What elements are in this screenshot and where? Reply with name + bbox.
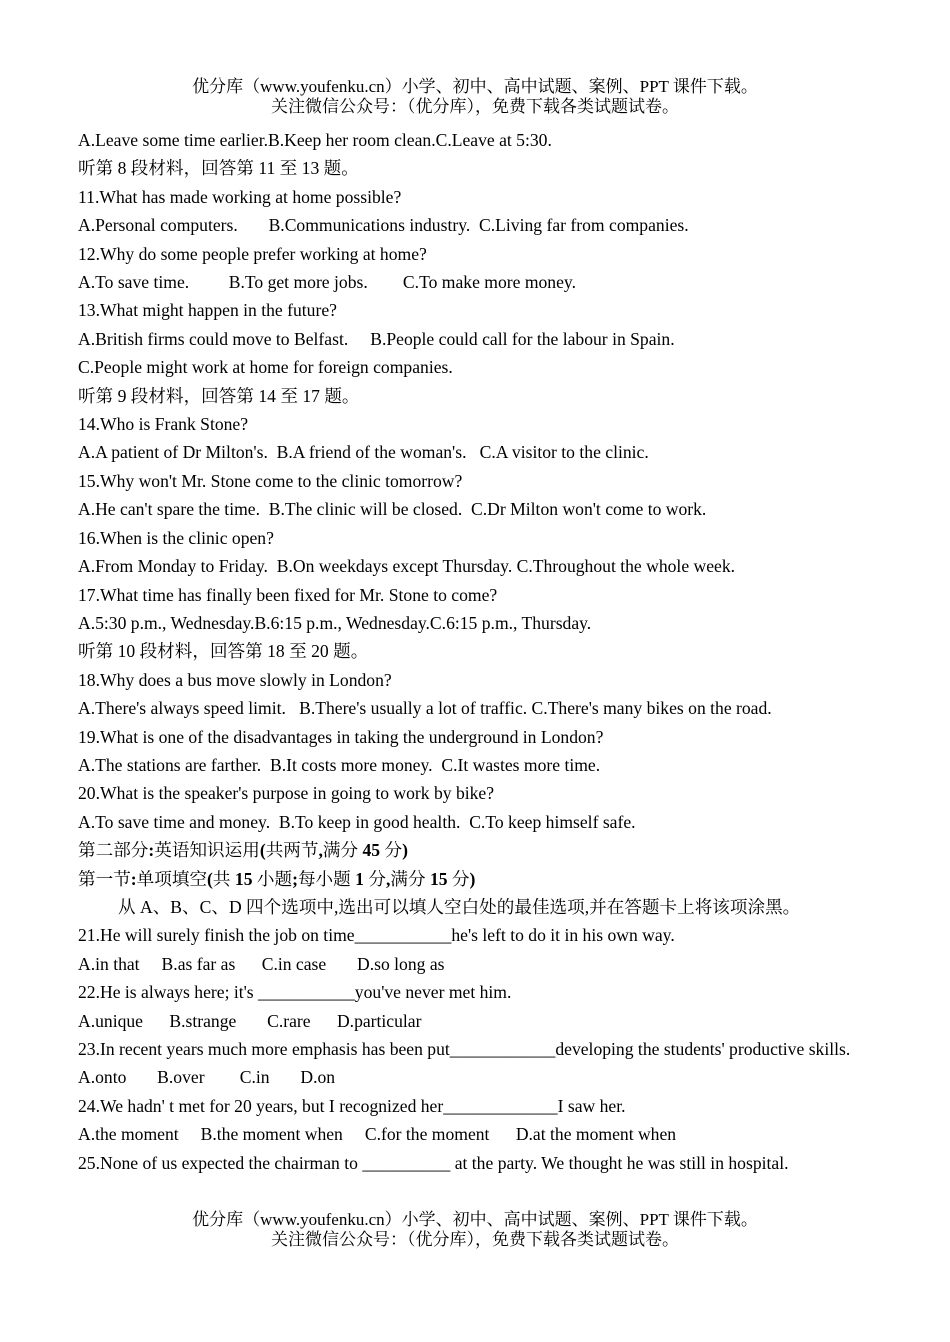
- question-19: 19.What is one of the disadvantages in taking the underground in London?: [78, 726, 604, 747]
- question-11: 11.What has made working at home possible?: [78, 186, 402, 207]
- part-2-title: 第二部分:英语知识运用(共两节,满分 45 分): [78, 840, 408, 861]
- question-20: 20.What is the speaker's purpose in going to work by bike?: [78, 783, 495, 804]
- question-18: 18.Why does a bus move slowly in London?: [78, 669, 392, 690]
- q21-options: A.in that B.as far as C.in case D.so long as: [78, 953, 445, 974]
- q22-options: A.unique B.strange C.rare D.particular: [78, 1010, 422, 1031]
- section-9-instruction: 听第 9 段材料，回答第 14 至 17 题。: [78, 385, 360, 406]
- q19-options: A.The stations are farther. B.It costs more money. C.It wastes more time.: [78, 754, 601, 775]
- q23-options: A.onto B.over C.in D.on: [78, 1067, 336, 1088]
- section-1-title: 第一节:单项填空(共 15 小题;每小题 1 分,满分 15 分): [78, 868, 476, 889]
- question-13: 13.What might happen in the future?: [78, 300, 337, 321]
- q15-options: A.He can't spare the time. B.The clinic will be closed. C.Dr Milton won't come to work.: [78, 499, 707, 520]
- question-17: 17.What time has finally been fixed for Mr. Stone to come?: [78, 584, 498, 605]
- q14-options: A.A patient of Dr Milton's. B.A friend of the woman's. C.A visitor to the clinic.: [78, 442, 649, 463]
- section-8-instruction: 听第 8 段材料，回答第 11 至 13 题。: [78, 158, 359, 179]
- q16-options: A.From Monday to Friday. B.On weekdays except Thursday. C.Throughout the whole week.: [78, 556, 736, 577]
- section-1-instruction: 从 A、B、C、D 四个选项中,选出可以填人空白处的最佳选项,并在答题卡上将该项涂黑。: [118, 896, 801, 917]
- page-footer-line-2: 关注微信公众号：（优分库），免费下载各类试题试卷。: [271, 1230, 679, 1249]
- section-10-instruction: 听第 10 段材料，回答第 18 至 20 题。: [78, 641, 369, 662]
- question-23: 23.In recent years much more emphasis has been put____________developing the students' productive skills.: [78, 1039, 851, 1059]
- question-21: 21.He will surely finish the job on time___________he's left to do it in his own way.: [78, 925, 675, 946]
- question-14: 14.Who is Frank Stone?: [78, 414, 249, 435]
- q13-options-line-1: A.British firms could move to Belfast. B.People could call for the labour in Spain.: [78, 328, 675, 349]
- q10-options: A.Leave some time earlier.B.Keep her room clean.C.Leave at 5:30.: [78, 130, 552, 150]
- page-footer-line-1: 优分库（www.youfenku.cn）小学、初中、高中试题、案例、PPT 课件下载。: [192, 1210, 758, 1229]
- q20-options: A.To save time and money. B.To keep in good health. C.To keep himself safe.: [78, 811, 636, 832]
- exam-content: [78, 126, 878, 1177]
- question-24: 24.We hadn' t met for 20 years, but I recognized her_____________I saw her.: [78, 1095, 626, 1116]
- question-16: 16.When is the clinic open?: [78, 527, 274, 548]
- q17-options: A.5:30 p.m., Wednesday.B.6:15 p.m., Wednesday.C.6:15 p.m., Thursday.: [78, 612, 592, 633]
- question-22: 22.He is always here; it's ___________you've never met him.: [78, 982, 512, 1003]
- q24-options: A.the moment B.the moment when C.for the moment D.at the moment when: [78, 1124, 677, 1145]
- q18-options: A.There's always speed limit. B.There's usually a lot of traffic. C.There's many bikes on the road.: [78, 698, 772, 719]
- page-header-line-1: 优分库（www.youfenku.cn）小学、初中、高中试题、案例、PPT 课件下载。: [192, 77, 758, 96]
- question-12: 12.Why do some people prefer working at home?: [78, 243, 427, 264]
- q13-options-line-2: C.People might work at home for foreign companies.: [78, 357, 453, 378]
- q12-options: A.To save time. B.To get more jobs. C.To make more money.: [78, 272, 576, 293]
- question-25: 25.None of us expected the chairman to __________ at the party. We thought he was still in hospital.: [78, 1152, 789, 1173]
- q11-options: A.Personal computers. B.Communications industry. C.Living far from companies.: [78, 215, 689, 236]
- question-15: 15.Why won't Mr. Stone come to the clinic tomorrow?: [78, 470, 463, 491]
- page-header-line-2: 关注微信公众号：（优分库），免费下载各类试题试卷。: [271, 97, 679, 116]
